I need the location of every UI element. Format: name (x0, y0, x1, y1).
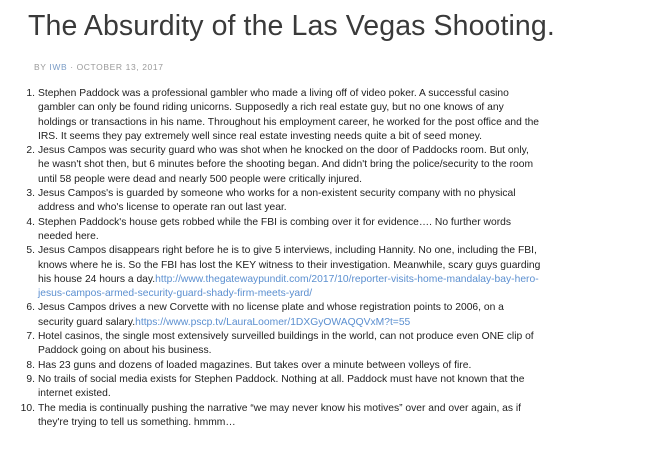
item-line: needed here. (38, 230, 99, 242)
item-line: until 58 people were dead and nearly 500 people were critically injured. (38, 173, 362, 185)
list-item (18, 359, 658, 373)
item-line: Stephen Paddock was a professional gambler who made a living off of video poker. A successful casino (38, 88, 509, 99)
article-title: The Absurdity of the Las Vegas Shooting. (28, 10, 555, 42)
item-line-mixed (38, 316, 658, 330)
list-item (18, 144, 658, 187)
article-meta (34, 62, 164, 72)
gatewaypundit-link-continued[interactable]: jesus-campos-armed-security-guard-shady-firm-meets-yard/ (38, 288, 313, 300)
item-number: 7. (26, 331, 35, 343)
list-item (18, 244, 658, 301)
list-item (18, 301, 658, 330)
item-text: security guard salary. (38, 316, 136, 328)
list-item (18, 87, 658, 144)
periscope-link[interactable]: https://www.pscp.tv/LauraLoomer/1DXGyOWAQQVxM?t=55 (135, 316, 411, 328)
item-line: Jesus Campos drives a new Corvette with no license plate and whose registration points to 2006, on a (38, 302, 504, 314)
item-line: Jesus Campos was security guard who was shot when he knocked on the door of Paddocks room. But only, (38, 145, 529, 157)
item-line: No trails of social media exists for Stephen Paddock. Nothing at all. Paddock must have not known that the (38, 373, 525, 385)
item-number: 5. (26, 245, 35, 257)
list-item (18, 216, 658, 245)
item-number: 4. (26, 216, 35, 228)
item-line: he wasn't shot then, but 6 minutes before the shooting began. And didn't bring the police/security to the room (38, 159, 534, 171)
item-line: they're trying to tell us something. hmmm… (38, 416, 236, 428)
item-number: 2. (26, 145, 35, 157)
item-line-mixed (38, 273, 658, 287)
item-number: 8. (26, 359, 35, 371)
item-line: knows where he is. So the FBI has lost the KEY witness to their investigation. Meanwhile, scary guys guarding (38, 259, 541, 271)
item-number: 1. (26, 88, 35, 99)
item-line: Hotel casinos, the single most extensively surveilled buildings in the world, can not produce even ONE clip of (38, 331, 534, 343)
item-line: holdings or transactions in his name. Throughout his employment career, he worked for the post office and the (38, 116, 540, 128)
list-item (18, 402, 658, 431)
item-line: Has 23 guns and dozens of loaded magazines. But takes over a minute between volleys of fire. (38, 359, 472, 371)
item-number: 9. (26, 373, 35, 385)
item-line: internet existed. (38, 388, 111, 400)
list-item (18, 330, 658, 359)
item-line: gambler can only be found riding unicorns. Supposedly a rich real estate guy, but no one knows of any (38, 102, 504, 114)
item-line: Stephen Paddock's house gets robbed while the FBI is combing over it for evidence…. No further words (38, 216, 512, 228)
item-line: The media is continually pushing the narrative “we may never know his motives” over and over again, as if (38, 402, 522, 414)
item-line: IRS. It seems they pay extremely well since real estate investing needs quite a bit of seed money. (38, 130, 482, 142)
meta-separator: · (70, 62, 74, 72)
article-date: OCTOBER 13, 2017 (76, 62, 164, 72)
item-line: address and who's license to operate ran out last year. (38, 202, 287, 214)
item-line: Jesus Campos disappears right before he is to give 5 interviews, including Hannity. No one, including the FBI, (38, 245, 537, 257)
item-text: his house 24 hours a day. (38, 273, 156, 285)
gatewaypundit-link[interactable]: http://www.thegatewaypundit.com/2017/10/reporter-visits-home-mandalay-bay-hero- (155, 273, 539, 285)
item-number: 3. (26, 188, 35, 200)
list-item (18, 187, 658, 216)
item-line: Paddock going on about his business. (38, 345, 212, 357)
numbered-list (18, 87, 658, 430)
list-item (18, 373, 658, 402)
author-link[interactable]: IWB (49, 62, 68, 72)
item-number: 10. (20, 402, 35, 414)
item-number: 6. (26, 302, 35, 314)
by-prefix: BY (34, 62, 47, 72)
item-line: Jesus Campos's is guarded by someone who works for a non-existent security company with no physical (38, 188, 516, 200)
